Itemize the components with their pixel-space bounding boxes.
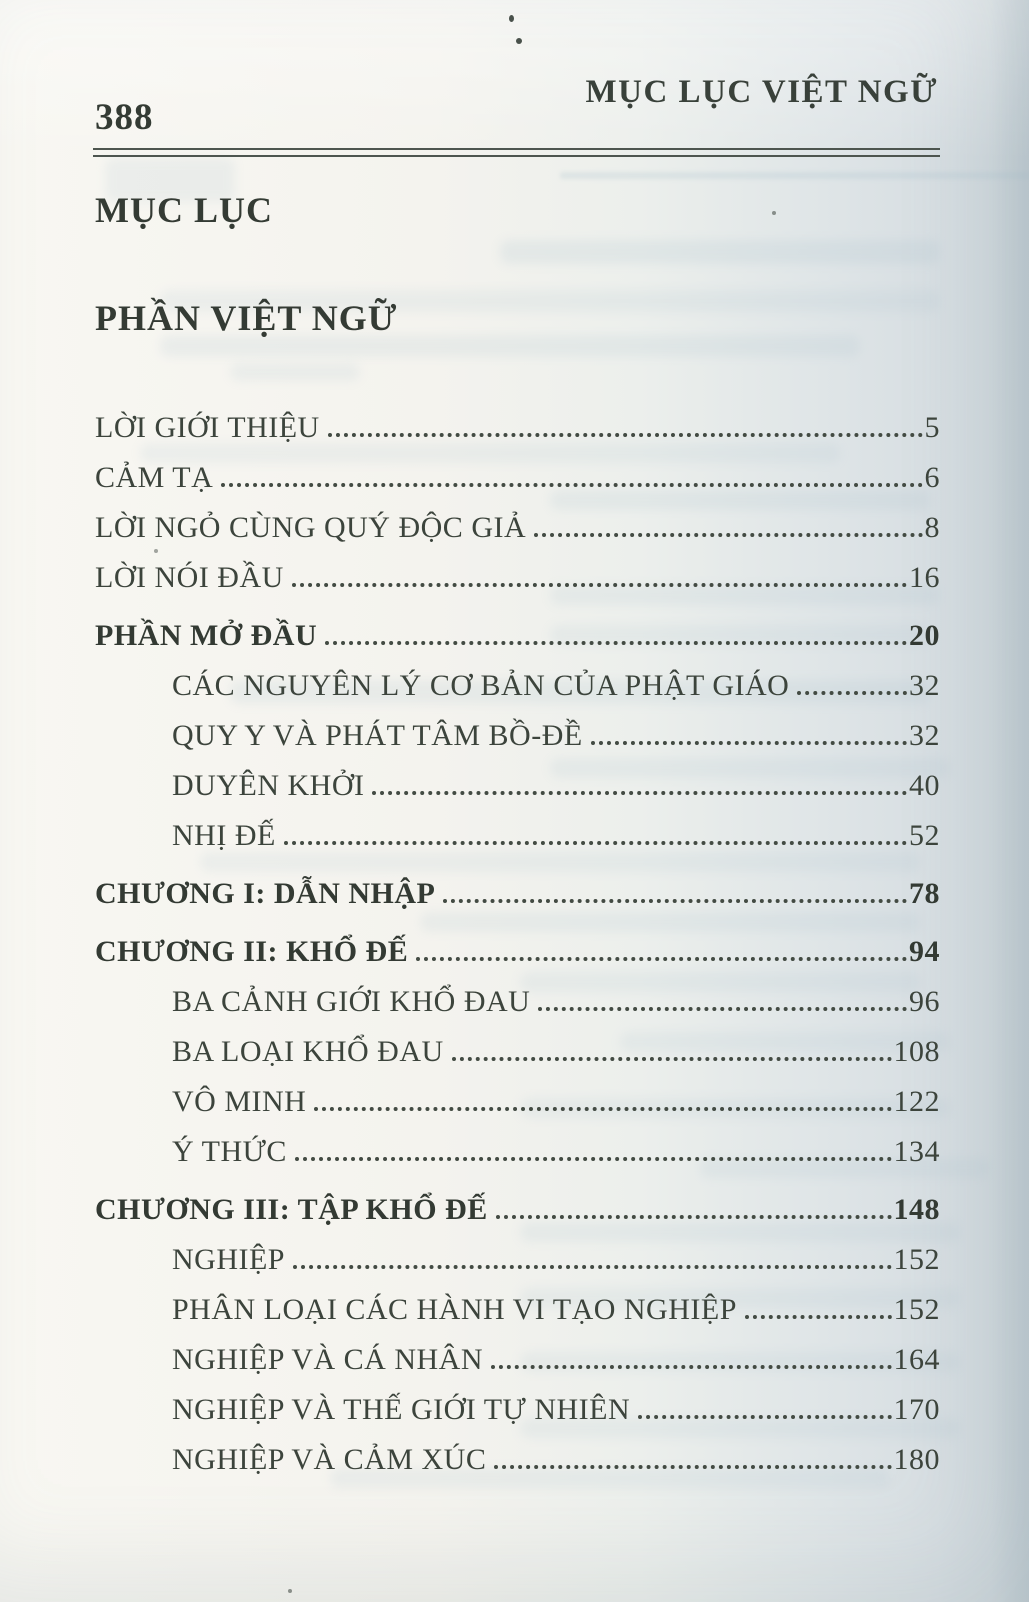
scan-speck — [509, 15, 514, 22]
toc-entry-page: 96 — [909, 985, 940, 1018]
bleed-through-smudge — [560, 172, 1029, 179]
toc-title: MỤC LỤC — [95, 190, 273, 230]
toc-row — [95, 1077, 940, 1127]
toc-entry-page: 134 — [893, 1135, 940, 1168]
toc-entry-page: 152 — [893, 1293, 940, 1326]
toc-entry-page: 152 — [893, 1243, 940, 1276]
dot-leader — [452, 1049, 892, 1061]
toc-row — [95, 711, 940, 761]
toc-entry-page: 32 — [909, 719, 940, 752]
toc-entry-title: LỜI NGỎ CÙNG QUÝ ĐỘC GIẢ — [95, 511, 527, 544]
dot-leader — [491, 1357, 891, 1369]
toc-entry-title: LỜI GIỚI THIỆU — [95, 411, 320, 444]
toc-row — [95, 1335, 940, 1385]
toc-entry-title: PHẦN MỞ ĐẦU — [95, 619, 318, 652]
toc-entry-page: 8 — [924, 511, 940, 544]
dot-leader — [293, 1257, 892, 1269]
toc-entry-title: CHƯƠNG I: DẪN NHẬP — [95, 877, 436, 910]
toc-entry-page: 6 — [924, 461, 940, 494]
dot-leader — [538, 999, 907, 1011]
toc-entry-page: 94 — [909, 935, 940, 968]
toc-entry-page: 20 — [909, 619, 940, 652]
toc-entry-title: PHÂN LOẠI CÁC HÀNH VI TẠO NGHIỆP — [172, 1293, 737, 1326]
toc-row — [95, 553, 940, 603]
dot-leader — [372, 783, 907, 795]
dot-leader — [638, 1407, 891, 1419]
toc-entry-page: 164 — [893, 1343, 940, 1376]
dot-leader — [443, 891, 907, 903]
toc-row — [95, 1127, 940, 1177]
toc-row — [95, 1185, 940, 1235]
dot-leader — [284, 833, 907, 845]
toc-entry-title: NGHIỆP VÀ CẢM XÚC — [172, 1443, 487, 1476]
scan-speck — [772, 211, 776, 215]
toc-entry-page: 122 — [893, 1085, 940, 1118]
toc-entry-title: NGHIỆP VÀ THẾ GIỚI TỰ NHIÊN — [172, 1393, 631, 1426]
dot-leader — [416, 949, 907, 961]
toc-entry-page: 16 — [909, 561, 940, 594]
dot-leader — [292, 575, 907, 587]
toc-entry-title: BA LOẠI KHỔ ĐAU — [172, 1035, 444, 1068]
dot-leader — [325, 633, 907, 645]
scan-speck — [288, 1589, 292, 1593]
bleed-through-smudge — [230, 363, 360, 381]
toc-entry-page: 170 — [893, 1393, 940, 1426]
page-number: 388 — [95, 97, 154, 138]
toc-entry-title: NHỊ ĐẾ — [172, 819, 276, 852]
toc-entry-title: BA CẢNH GIỚI KHỔ ĐAU — [172, 985, 531, 1018]
toc-row — [95, 1435, 940, 1485]
scan-speck — [516, 38, 522, 44]
toc-row — [95, 1385, 940, 1435]
dot-leader — [534, 525, 922, 537]
dot-leader — [314, 1099, 891, 1111]
toc-entry-title: QUY Y VÀ PHÁT TÂM BỒ-ĐỀ — [172, 719, 583, 752]
toc-row — [95, 453, 940, 503]
dot-leader — [328, 425, 923, 437]
toc-row — [95, 611, 940, 661]
toc-row — [95, 811, 940, 861]
page-edge-shading — [989, 0, 1029, 1602]
toc-row — [95, 403, 940, 453]
toc-row — [95, 661, 940, 711]
toc-row — [95, 977, 940, 1027]
dot-leader — [591, 733, 907, 745]
toc-entry-page: 78 — [909, 877, 940, 910]
toc-entry-page: 5 — [924, 411, 940, 444]
toc-row — [95, 1027, 940, 1077]
toc-entry-title: CHƯƠNG III: TẬP KHỔ ĐẾ — [95, 1193, 488, 1226]
dot-leader — [496, 1207, 892, 1219]
toc-row — [95, 869, 940, 919]
dot-leader — [494, 1457, 891, 1469]
bleed-through-smudge — [500, 240, 940, 264]
toc-entry-page: 52 — [909, 819, 940, 852]
toc-entry-page: 180 — [893, 1443, 940, 1476]
toc-entry-title: NGHIỆP VÀ CÁ NHÂN — [172, 1343, 484, 1376]
toc-row — [95, 503, 940, 553]
toc-row — [95, 927, 940, 977]
toc-section-title: PHẦN VIỆT NGỮ — [95, 298, 398, 338]
toc-entry-title: VÔ MINH — [172, 1085, 307, 1118]
running-title: MỤC LỤC VIỆT NGỮ — [585, 74, 938, 110]
toc-entry-title: LỜI NÓI ĐẦU — [95, 561, 284, 594]
toc-entry-title: CHƯƠNG II: KHỔ ĐẾ — [95, 935, 409, 968]
toc-entry-title: DUYÊN KHỞI — [172, 769, 365, 802]
toc-entry-title: CÁC NGUYÊN LÝ CƠ BẢN CỦA PHẬT GIÁO — [172, 669, 790, 702]
header-double-rule — [93, 148, 940, 157]
toc-list — [95, 403, 940, 1485]
toc-entry-page: 148 — [893, 1193, 940, 1226]
toc-row — [95, 1285, 940, 1335]
dot-leader — [797, 683, 907, 695]
dot-leader — [745, 1307, 892, 1319]
dot-leader — [295, 1149, 892, 1161]
toc-row — [95, 1235, 940, 1285]
dot-leader — [221, 475, 922, 487]
toc-entry-page: 40 — [909, 769, 940, 802]
toc-row — [95, 761, 940, 811]
toc-entry-title: CẢM TẠ — [95, 461, 214, 494]
toc-entry-page: 32 — [909, 669, 940, 702]
toc-entry-title: Ý THỨC — [172, 1135, 287, 1168]
toc-entry-title: NGHIỆP — [172, 1243, 285, 1276]
toc-entry-page: 108 — [893, 1035, 940, 1068]
